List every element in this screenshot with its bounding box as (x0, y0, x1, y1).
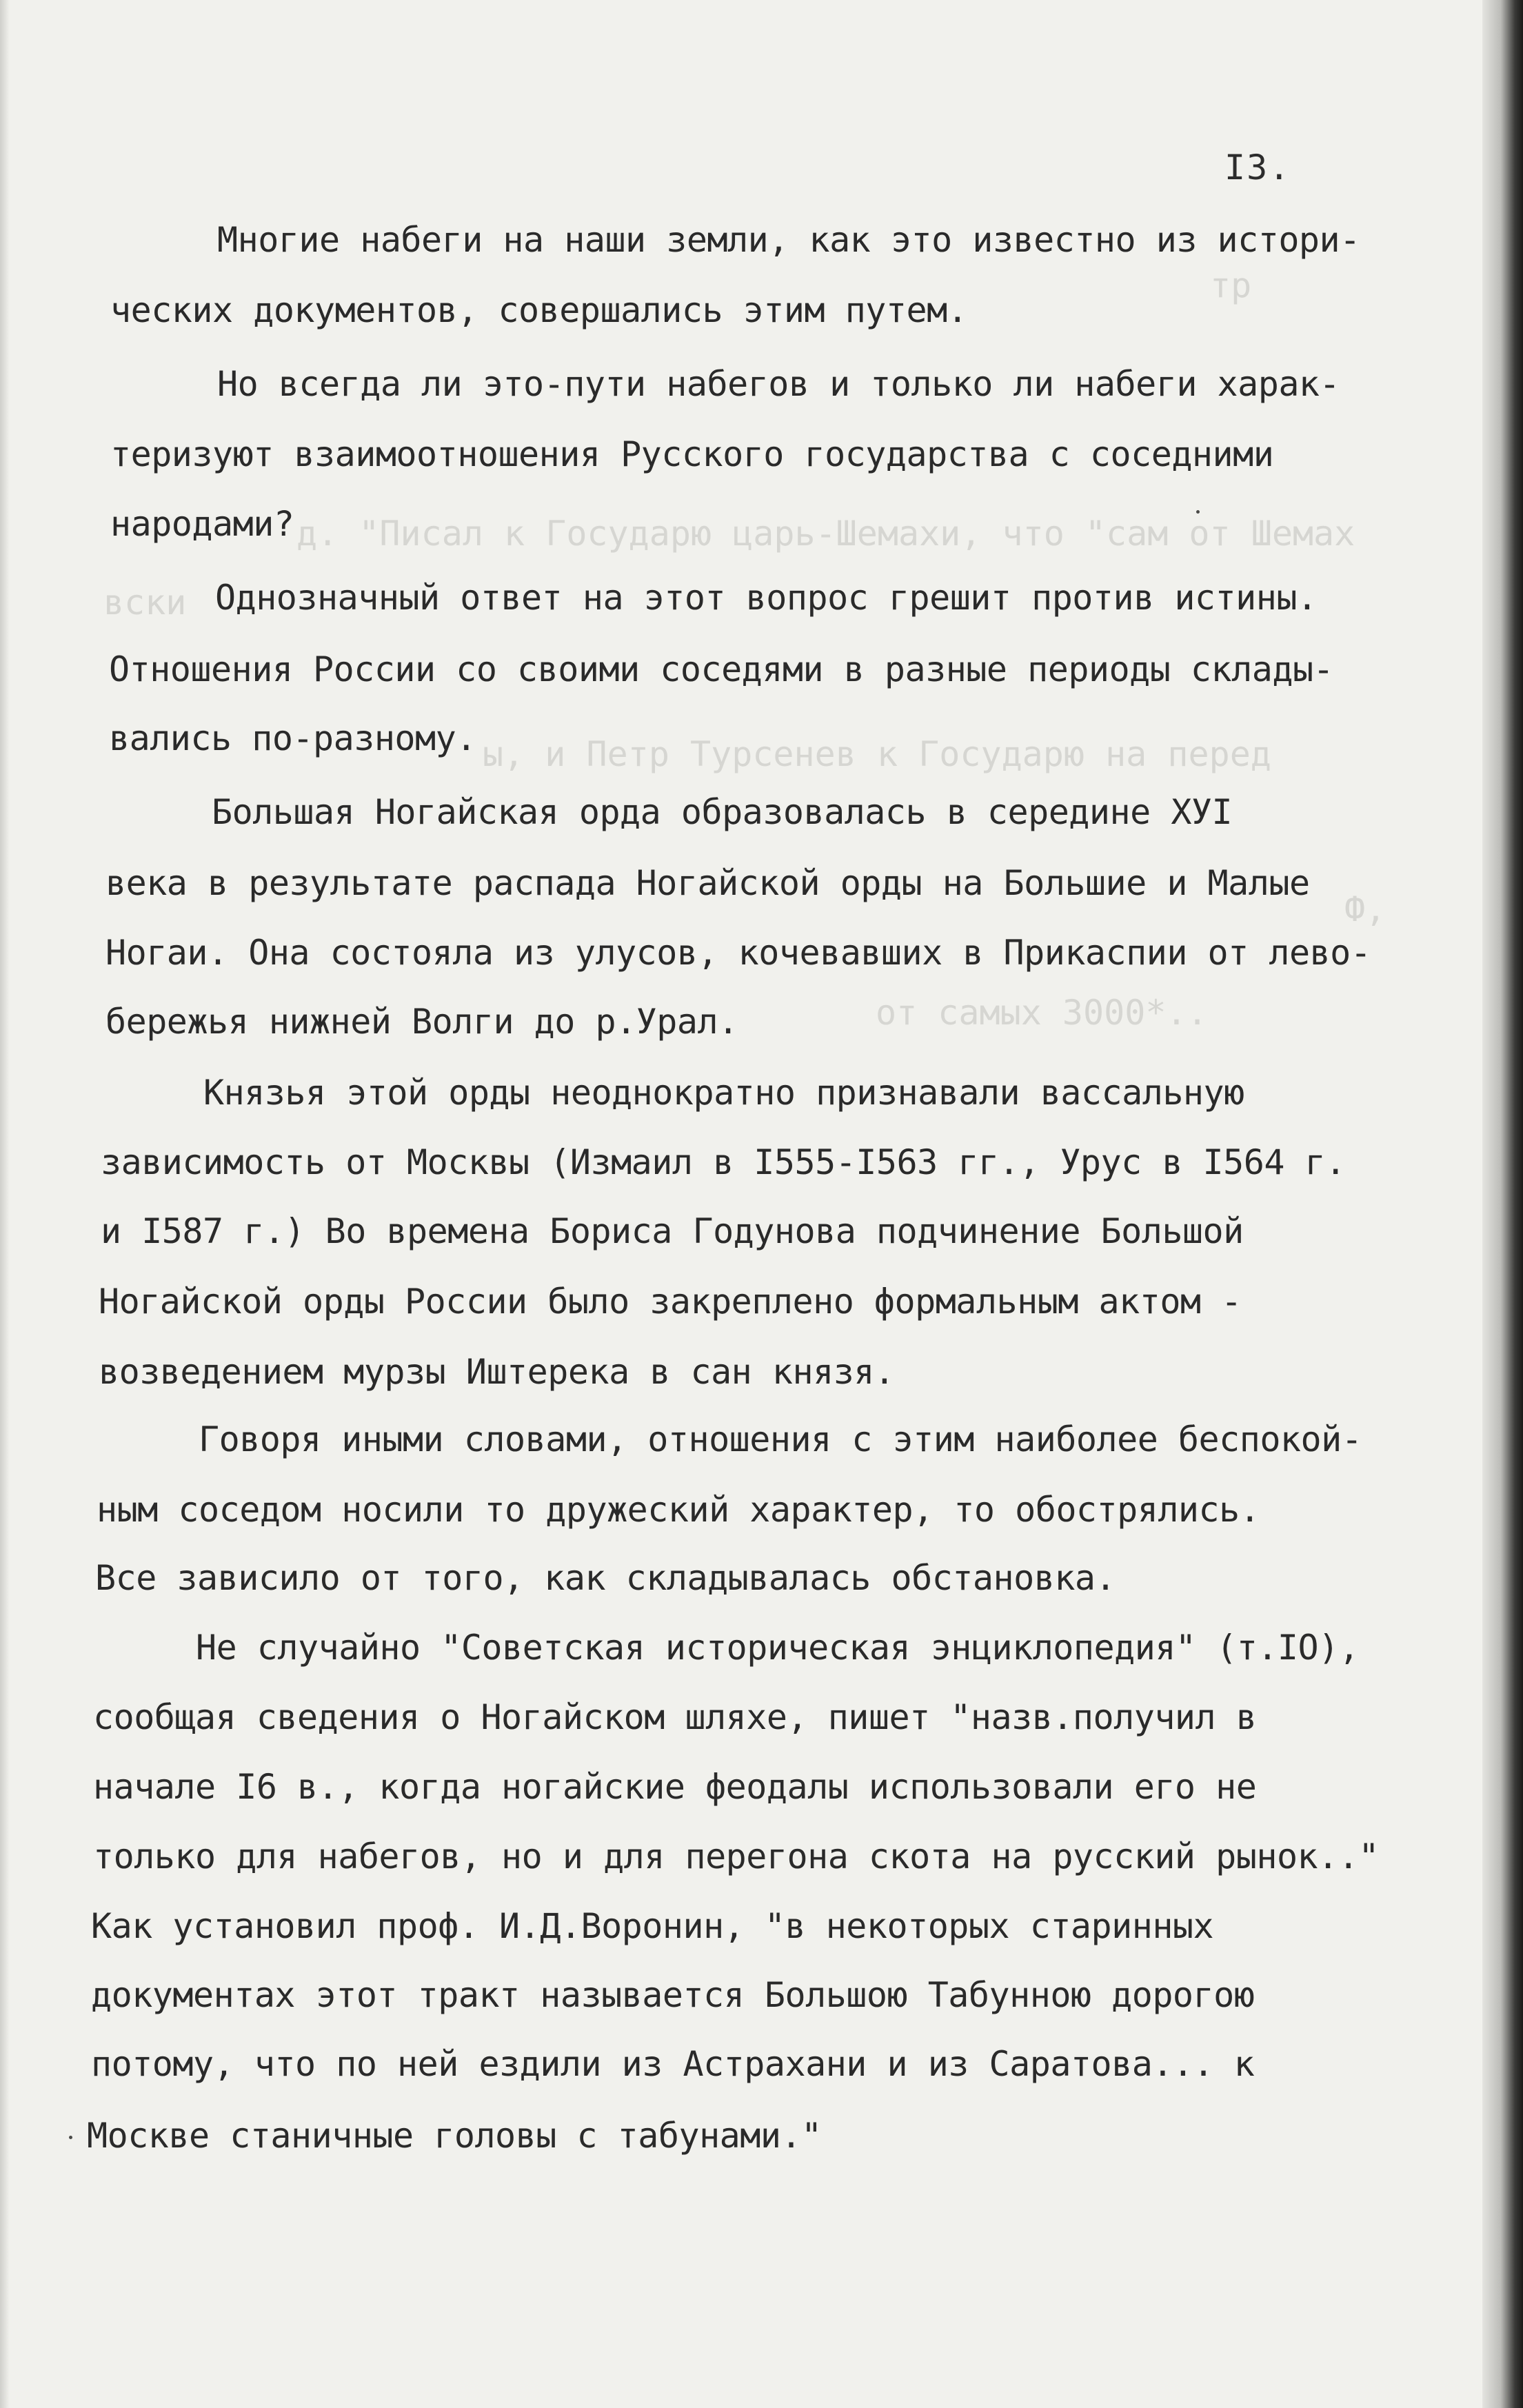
text-line: Ногаи. Она состояла из улусов, кочевавших в Прикаспии от лево- (105, 933, 1371, 973)
bleed-through: д. "Писал к Государю царь-Шемахи, что "сам от Шемах (296, 514, 1355, 554)
bleed-through: ы, и Петр Турсенев к Государю на перед (483, 734, 1271, 774)
bleed-through: тр (1210, 265, 1252, 305)
bleed-through: вски (103, 583, 187, 623)
ink-speck (69, 2136, 72, 2139)
text-line: ным соседом носили то дружеский характер, то обострялись. (97, 1490, 1260, 1530)
bleed-through: Ф, (1344, 889, 1386, 929)
text-line: теризуют взаимоотношения Русского государства с соседними (110, 434, 1274, 474)
text-line: сообщая сведения о Ногайском шляхе, пишет "назв.получил в (93, 1697, 1257, 1737)
text-line: Ногайской орды России было закреплено формальным актом - (99, 1282, 1242, 1322)
text-line: Москве станичные головы с табунами." (87, 2116, 822, 2156)
text-line: Как установил проф. И.Д.Воронин, "в некоторых старинных (91, 1906, 1214, 1946)
text-line: бережья нижней Волги до р.Урал. (105, 1002, 738, 1042)
text-line: документах этот тракт называется Большою Табунною дорогою (91, 1975, 1255, 2015)
text-line: Говоря иными словами, отношения с этим наиболее беспокой- (199, 1419, 1362, 1459)
text-line: ческих документов, совершались этим путем. (110, 290, 968, 330)
text-line: только для набегов, но и для перегона скота на русский рынок.." (93, 1837, 1379, 1876)
text-line: начале I6 в., когда ногайские феодалы использовали его не (93, 1767, 1257, 1807)
bleed-through: от самых 3000*.. (876, 993, 1208, 1033)
text-line: народами? (110, 504, 294, 544)
text-line: вались по-разному. (109, 718, 476, 758)
text-line: Однозначный ответ на этот вопрос грешит против истины. (215, 578, 1318, 618)
scan-edge-shadow (1482, 0, 1523, 2408)
page-left-shadow (0, 0, 10, 2408)
page-number: I3. (1224, 148, 1291, 188)
text-line: Но всегда ли это-пути набегов и только ли набеги харак- (217, 364, 1340, 404)
ink-speck (1196, 510, 1200, 514)
text-line: возведением мурзы Иштерека в сан князя. (99, 1352, 895, 1392)
text-line: Князья этой орды неоднократно признавали вассальную (203, 1073, 1244, 1113)
text-line: зависимость от Москвы (Измаил в I555-I563 гг., Урус в I564 г. (101, 1142, 1346, 1182)
text-line: века в результате распада Ногайской орды на Большие и Малые (105, 863, 1310, 903)
text-line: потому, что по ней ездили из Астрахани и из Саратова... к (91, 2044, 1255, 2084)
text-line: Не случайно "Советская историческая энциклопедия" (т.IO), (196, 1628, 1360, 1668)
text-line: и I587 г.) Во времена Бориса Годунова подчинение Большой (101, 1211, 1244, 1251)
text-line: Отношения России со своими соседями в разные периоды склады- (109, 649, 1334, 689)
text-line: Многие набеги на наши земли, как это известно из истори- (217, 220, 1360, 260)
text-line: Большая Ногайская орда образовалась в середине ХУI (212, 792, 1233, 832)
text-line: Все зависило от того, как складывалась обстановка. (95, 1558, 1116, 1598)
